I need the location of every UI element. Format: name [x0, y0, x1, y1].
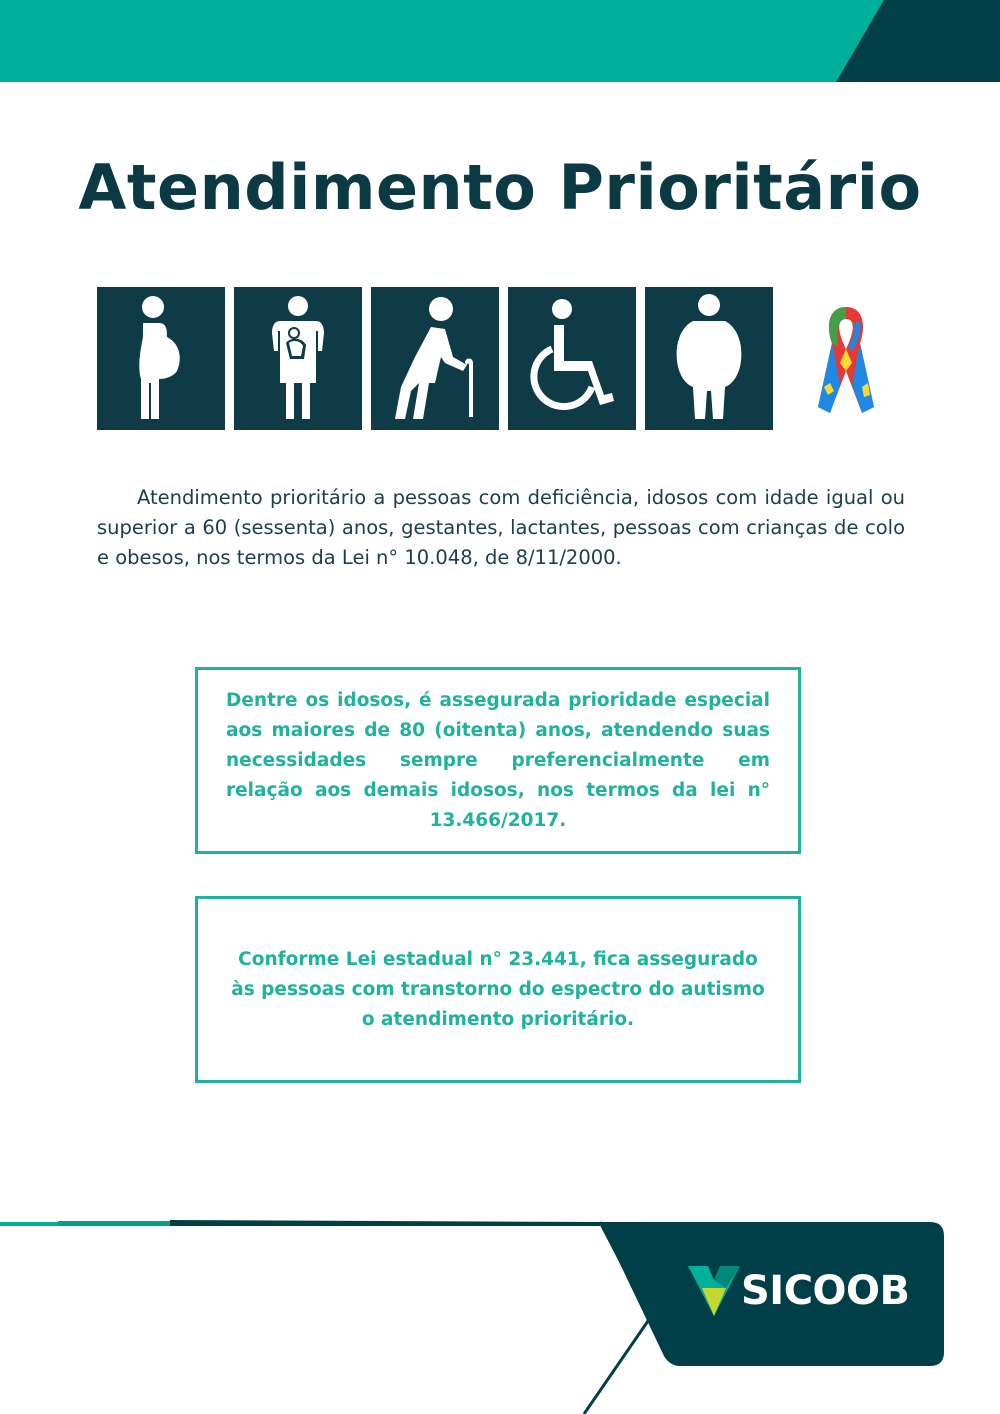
pregnant-woman-icon	[97, 287, 225, 430]
wheelchair-icon	[508, 287, 636, 430]
autism-priority-notice	[195, 896, 801, 1083]
elderly-person-icon	[371, 287, 499, 430]
sicoob-brand-name: SICOOB	[741, 1268, 910, 1314]
top-header-band	[0, 0, 1000, 82]
elderly-priority-notice	[195, 667, 801, 854]
sicoob-logo-icon	[688, 1266, 740, 1316]
autism-priority-text: Conforme Lei estadual n° 23.441, fica assegurado às pessoas com transtorno do espectro do autismo o atendimento prioritário.	[231, 948, 765, 1030]
intro-paragraph: Atendimento prioritário a pessoas com deficiência, idosos com idade igual ou superior a 60 (sessenta) anos, gestantes, lactantes, pessoas com crianças de colo e obesos, nos termos da Lei n° 10.048, de 8/11/2000.	[97, 486, 905, 569]
page-title: Atendimento Prioritário	[78, 151, 922, 224]
woman-with-baby-icon	[234, 287, 362, 430]
priority-icons-row	[97, 287, 905, 430]
obese-person-icon	[645, 287, 773, 430]
elderly-priority-text: Dentre os idosos, é assegurada prioridade especial aos maiores de 80 (oitenta) anos, atendendo suas necessidades sempre preferencialmente em relação aos demais idosos, nos termos da lei n° 13.466/2017.	[226, 689, 770, 831]
autism-ribbon-icon	[782, 287, 910, 430]
